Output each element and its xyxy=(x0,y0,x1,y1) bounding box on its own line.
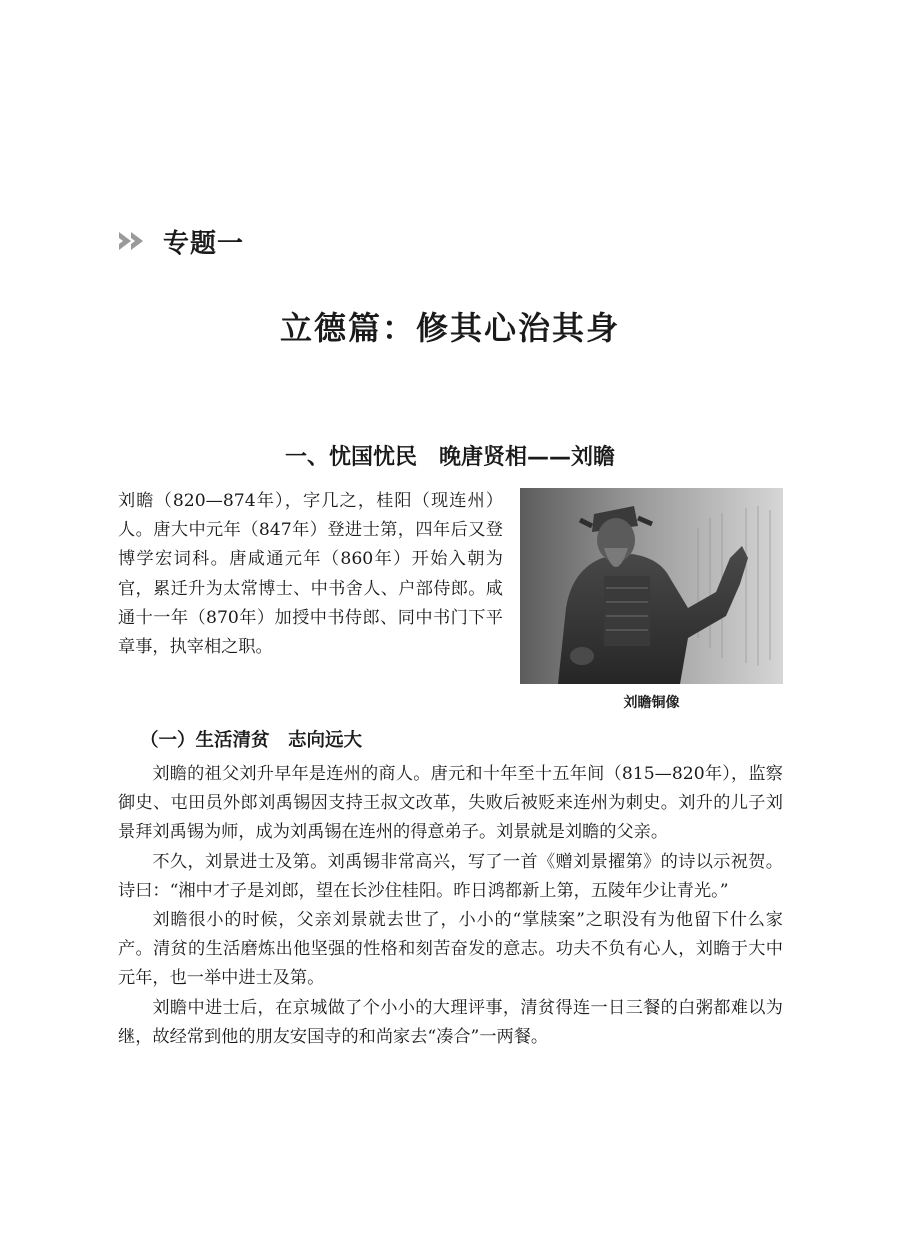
double-chevron-icon xyxy=(117,229,153,253)
intro-paragraph: 刘瞻（820—874年），字几之，桂阳（现连州）人。唐大中元年（847年）登进士第，四年后又登博学宏词科。唐咸通元年（860年）开始入朝为官，累迁升为太常博士、中书舍人、户部侍郎。咸通十一年（870年）加授中书侍郎、同中书门下平章事，执宰相之职。 xyxy=(118,491,503,658)
body-paragraph: 刘瞻中进士后，在京城做了个小小的大理评事，清贫得连一日三餐的白粥都难以为继，故经常到他的朋友安国寺的和尚家去“凑合”一两餐。 xyxy=(118,997,783,1047)
body-paragraph: 刘瞻很小的时候，父亲刘景就去世了，小小的“掌牍案”之职没有为他留下什么家产。清贫的生活磨炼出他坚强的性格和刻苦奋发的意志。功夫不负有心人，刘瞻于大中元年，也一举中进士及第。 xyxy=(118,910,783,989)
figure-caption: 刘瞻铜像 xyxy=(623,695,680,711)
chapter-title: 立德篇：修其心治其身 xyxy=(279,309,620,347)
body-text xyxy=(118,760,783,1052)
topic-heading xyxy=(117,219,244,263)
topic-label: 专题一 xyxy=(163,228,245,259)
section-title: 一、忧国忧民 晚唐贤相——刘瞻 xyxy=(284,445,615,470)
body-paragraph: 刘瞻的祖父刘升早年是连州的商人。唐元和十年至十五年间（815—820年），监察御史、屯田员外郎刘禹锡因支持王叔文改革，失败后被贬来连州为刺史。刘升的儿子刘景拜刘禹锡为师，成为刘禹锡在连州的得意弟子。刘景就是刘瞻的父亲。 xyxy=(118,764,783,843)
body-paragraph: 不久，刘景进士及第。刘禹锡非常高兴，写了一首《赠刘景擢第》的诗以示祝贺。诗曰：“湘中才子是刘郎，望在长沙住桂阳。昨日鸿都新上第，五陵年少让青光。” xyxy=(118,851,783,901)
bronze-statue-photo xyxy=(520,488,783,684)
subsection-title: （一）生活清贫 志向远大 xyxy=(140,730,363,751)
figure xyxy=(520,488,783,712)
